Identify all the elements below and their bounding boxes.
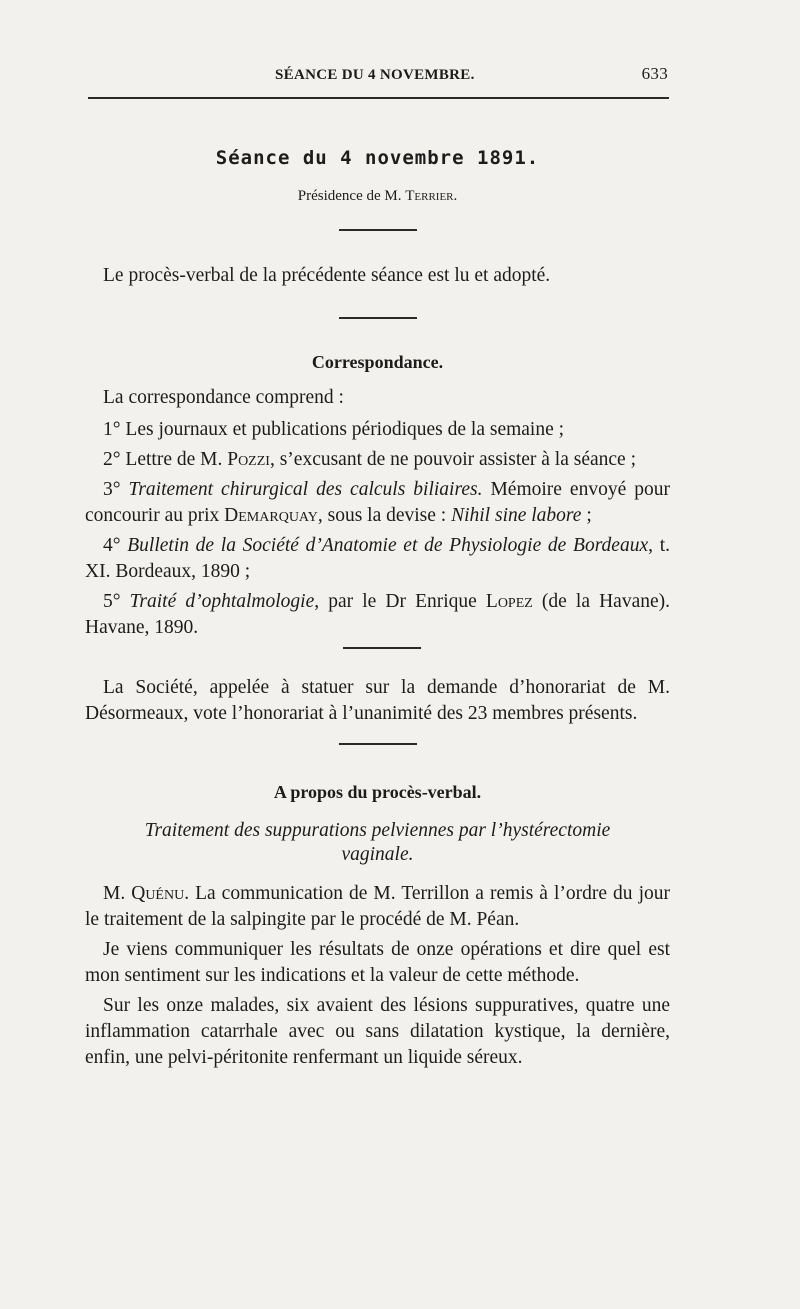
page-number: 633	[641, 64, 668, 83]
separator-rule	[343, 647, 421, 649]
correspondance-heading: Correspondance.	[311, 352, 444, 372]
session-title: Séance du 4 novembre 1891.	[215, 147, 540, 169]
running-header	[88, 64, 668, 84]
bulletin-title: Bulletin de la Société d’Anatomie et de Physiologie de Bordeaux	[127, 535, 649, 556]
proces-verbal-text: Le procès-verbal de la précédente séance est lu et adopté.	[103, 265, 551, 286]
apropos-paragraph-1: M. Quénu. La communication de M. Terrillon a remis à l’ordre du jour le traitement de la salpingite par le procédé de M. Péan.	[85, 883, 670, 930]
author-name: Lopez	[485, 591, 533, 612]
motto: Nihil sine labore	[451, 505, 582, 526]
author-name: Pozzi	[227, 449, 270, 470]
memoir-title: Traitement chirurgical des calculs biliaires.	[128, 479, 483, 500]
page-body	[85, 140, 670, 1071]
treatise-title: Traité d’ophtalmologie	[129, 591, 315, 612]
correspondance-item-3: 3° Traitement chirurgical des calculs biliaires. Mémoire envoyé pour concourir au prix Demarquay, sous la devise : Nihil sine labore ;	[85, 479, 670, 526]
apropos-heading: A propos du procès-verbal.	[273, 782, 482, 802]
correspondance-item-1: 1° Les journaux et publications périodiques de la semaine ;	[103, 419, 565, 440]
correspondance-item-5: 5° Traité d’ophtalmologie, par le Dr Enrique Lopez (de la Havane). Havane, 1890.	[85, 591, 671, 638]
presidence-line	[85, 183, 670, 209]
apropos-paragraph-2: Je viens communiquer les résultats de onze opérations et dire quel est mon sentiment sur les indications et la valeur de cette méthode.	[85, 939, 670, 986]
separator-rule	[339, 229, 417, 231]
correspondance-item-2: 2° Lettre de M. Pozzi, s’excusant de ne pouvoir assister à la séance ;	[103, 449, 636, 470]
honorariat-text: La Société, appelée à statuer sur la demande d’honorariat de M. Désormeaux, vote l’honorariat à l’unanimité des 23 membres présents.	[85, 677, 670, 724]
separator-rule	[339, 317, 417, 319]
presidence-prefix: Présidence de M.	[297, 188, 402, 204]
running-title: SÉANCE DU 4 NOVEMBRE.	[275, 67, 475, 83]
apropos-paragraph-3: Sur les onze malades, six avaient des lésions suppuratives, quatre une inflammation catarrhale avec ou sans dilatation kystique, la dernière, enfin, une pelvi-péritonite renfermant un liquide séreux.	[85, 995, 670, 1068]
header-rule	[88, 97, 669, 99]
speaker-name: M. Quénu.	[103, 883, 190, 904]
prize-name: Demarquay	[224, 505, 318, 526]
correspondance-intro: La correspondance comprend :	[103, 387, 344, 408]
president-name: Terrier.	[405, 188, 458, 204]
correspondance-item-4: 4° Bulletin de la Société d’Anatomie et de Physiologie de Bordeaux, t. XI. Bordeaux, 1890 ;	[85, 535, 670, 582]
apropos-subtitle: Traitement des suppurations pelviennes par l’hystérectomie vaginale.	[144, 820, 611, 865]
separator-rule	[339, 743, 417, 745]
